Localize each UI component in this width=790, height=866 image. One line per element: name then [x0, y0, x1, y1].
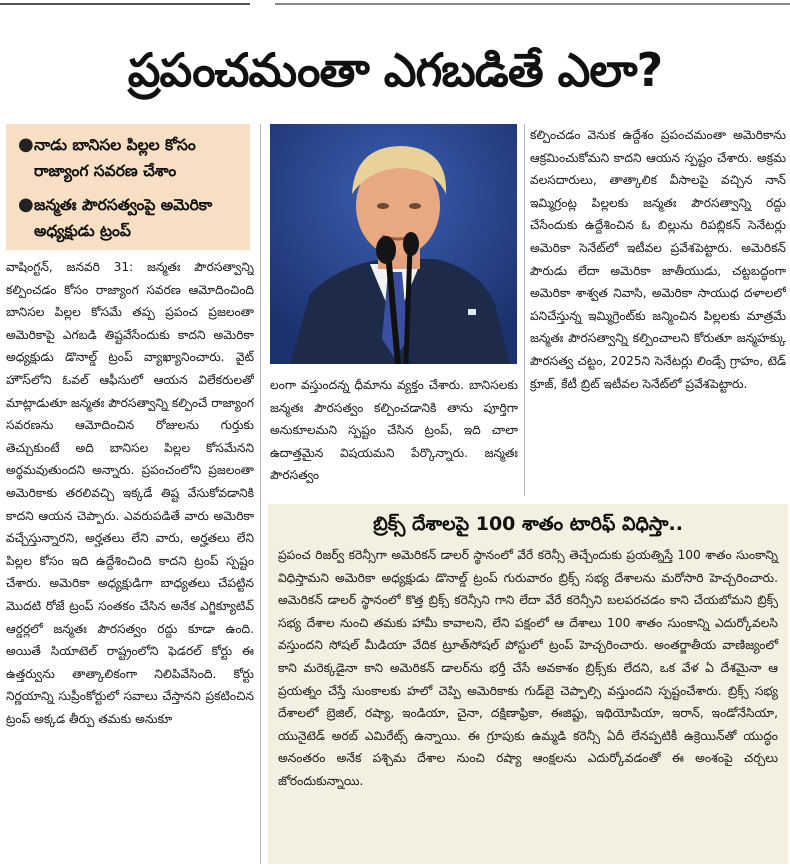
- trump-photo: [270, 124, 517, 364]
- article-paragraph: వాషింగ్టన్, జనవరి 31: జన్మతః పౌరసత్వాన్ని కల్పించడం కోసం రాజ్యాంగ సవరణ ఆమోదించింది బానిసల పిల్లల కోసమే తప్ప ప్రపంచ ప్రజలంతా అమెరికాపై ఎగబడి తిష్టవేసేందుకు కాదని అమెరికా అధ్యక్షుడు డొనాల్డ్ ట్రంప్ వ్యాఖ్యానించారు. వైట్ హౌస్‌లోని ఓవల్ ఆఫీసులో ఆయన విలేకరులతో మాట్లాడుతూ జన్మతః పౌరసత్వాన్ని కల్పించే రాజ్యాంగ సవరణను ఆమోదించిన రోజులను గుర్తుకు తెచ్చుకుంటే అది బానిసల పిల్లల కోసమేనని అర్థమవుతుందని అన్నారు. ప్రపంచంలోని ప్రజలంతా అమెరికాకు తరలివచ్చి ఇక్కడే తిష్ట వేసుకోవడానికి కాదని ఆయన చెప్పారు. ఎవరుపడితే వారు అమెరికా వచ్చేస్తున్నారని, అర్హతలు లేని వారు, అర్హతలు లేని పిల్లల కోసం ఇది ఉద్దేశించింది కాదని ట్రంప్ స్పష్టం చేశారు. అమెరికా అధ్యక్షుడిగా బాధ్యతలు చేపట్టిన మొదటి రోజే ట్రంప్ సంతకం చేసిన అనేక ఎగ్జిక్యూటివ్ ఆర్డర్లలో జన్మతః పౌరసత్వం రద్దు కూడా ఉంది. అయితే సియాటెల్ రాష్ట్రంలోని ఫెడరల్ కోర్టు ఈ ఉత్తర్వును తాత్కాలికంగా నిలిపివేసింది. కోర్టు నిర్ణయాన్ని సుప్రీంకోర్టులో సవాలు చేస్తానని ప్రకటించిన ట్రంప్ అక్కడ తీర్పు తమకు అనుకూ: [6, 260, 254, 726]
- highlight-text: నాడు బానిసల పిల్లల కోసం రాజ్యాంగ సవరణ చేశాం: [34, 136, 196, 180]
- highlight-text: జన్మతః పౌరసత్వంపై అమెరికా అధ్యక్షుడు ట్రంప్: [34, 196, 213, 240]
- bullet-icon: ●: [18, 194, 34, 215]
- headline: ప్రపంచమంతా ఎగబడితే ఎలా?: [127, 43, 663, 97]
- highlights-box: [6, 124, 250, 250]
- brics-box-body: [278, 544, 778, 793]
- article-right-column: [530, 124, 786, 496]
- highlight-item: [18, 132, 242, 184]
- article-middle-column: [270, 374, 518, 494]
- top-rule-left: [0, 3, 250, 5]
- highlight-item: [18, 192, 242, 244]
- article-paragraph: కల్పించడం వెనుక ఉద్దేశం ప్రపంచమంతా అమెరికాను ఆక్రమించుకోమని కాదని ఆయన స్పష్టం చేశారు. అక్రమ వలసదారులు, తాత్కాలిక వీసాలపై వచ్చిన నాన్ ఇమ్మిగ్రంట్ల పిల్లలకు జన్మతః పౌరసత్వాన్ని రద్దు చేసేందుకు ఉద్దేశించిన ఓ బిల్లును రిపబ్లికన్ సెనేటర్లు అమెరికా సెనేట్‌లో ఇటీవల ప్రవేశపెట్టారు. అమెరికన్ పౌరుడు లేదా అమెరికా జాతీయుడు, చట్టబద్ధంగా అమెరికా శాశ్వత నివాసి, అమెరికా సాయుధ దళాలలో పనిచేస్తున్న ఇమ్మిగ్రెంట్‌కు జన్మించిన పిల్లలకు మాత్రమే జన్మతః పౌరసత్వాన్ని కల్పించాలని కోరుతూ జన్మహక్కు పౌరసత్వ చట్టం, 2025ని సెనేటర్లు లిండ్సే గ్రాహం, టెడ్ క్రూజ్, కేటీ బ్రిట్ ఇటీవల సెనేట్‌లో ప్రవేశపెట్టారు.: [530, 128, 786, 391]
- article-left-column: [6, 256, 254, 860]
- top-rule: [0, 0, 790, 8]
- brics-sidebar-box: [268, 504, 788, 864]
- article-paragraph: లంగా వస్తుందన్న ధీమాను వ్యక్తం చేశారు. బానిసలకు జన్మతః పౌరసత్వం కల్పించడానికి తాను పూర్తిగా అనుకూలమని స్పష్టం చేసిన ట్రంప్, ఇది చాలా ఉదాత్తమైన విషయమని పేర్కొన్నారు. జన్మతః పౌరసత్వం: [270, 378, 518, 483]
- column-divider: [524, 124, 525, 496]
- brics-paragraph: ప్రపంచ రిజర్వ్ కరెన్సీగా అమెరికన్ డాలర్ స్థానంలో వేరే కరెన్సీ తెచ్చేందుకు ప్రయత్నిస్తే 100 శాతం సుంకాన్ని విధిస్తామని అమెరికా అధ్యక్షుడు డొనాల్డ్ ట్రంప్ గురువారం బ్రిక్స్ సభ్య దేశాలను మరోసారి హెచ్చరించారు. అమెరికన్ డాలర్ స్థానంలో కొత్త బ్రిక్స్ కరెన్సీని గాని లేదా వేరే కరెన్సీని బలపరచడం కాని చేయబోమని బ్రిక్స్ సభ్య దేశాల నుంచి తమకు హామీ కావాలని, లేని పక్షంలో ఆ దేశాలు 100 శాతం సుంకాన్ని ఎదుర్కోవలసి వస్తుందని సోషల్ మీడియా వేదిక ట్రూత్‌సోషల్ పోస్టులో ట్రంప్ హెచ్చరించారు. అంతర్జాతీయ వాణిజ్యంలో కాని మరెక్కడైనా కాని అమెరికన్ డాలర్‌ను భర్తీ చేసే అవకాశం బ్రిక్స్‌కు లేదని, ఒక వేళ ఏ దేశమైనా ఆ ప్రయత్నం చేస్తే సుంకాలకు హలో చెప్పి అమెరికాకు గుడ్‌బై చెప్పాల్సి వస్తుందని స్పష్టంచేశారు. బ్రిక్స్ సభ్య దేశాలలో బ్రెజిల్, రష్యా, ఇండియా, చైనా, దక్షిణాఫ్రికా, ఈజిప్టు, ఇథియోపియా, ఇరాన్, ఇండోనేసియా, యునైటెడ్ అరబ్ ఎమిరేట్స్ ఉన్నాయి. ఈ గ్రూపుకు ఉమ్మడి కరెన్సీ ఏదీ లేనప్పటికీ ఉక్రెయిన్‌తో యుద్ధం అనంతరం అనేక పశ్చిమ దేశాల నుంచి రష్యా ఆంక్షలను ఎదుర్కోవడంతో ఈ అంశంపై చర్చలు జోరందుకున్నాయి.: [278, 548, 778, 788]
- column-divider: [260, 124, 261, 864]
- brics-box-title: బ్రిక్స్ దేశాలపై 100 శాతం టారిఫ్ విధిస్తా..: [373, 513, 683, 535]
- trump-photo-illustration: [270, 124, 517, 364]
- top-rule-right: [275, 3, 790, 5]
- bullet-icon: ●: [18, 134, 34, 155]
